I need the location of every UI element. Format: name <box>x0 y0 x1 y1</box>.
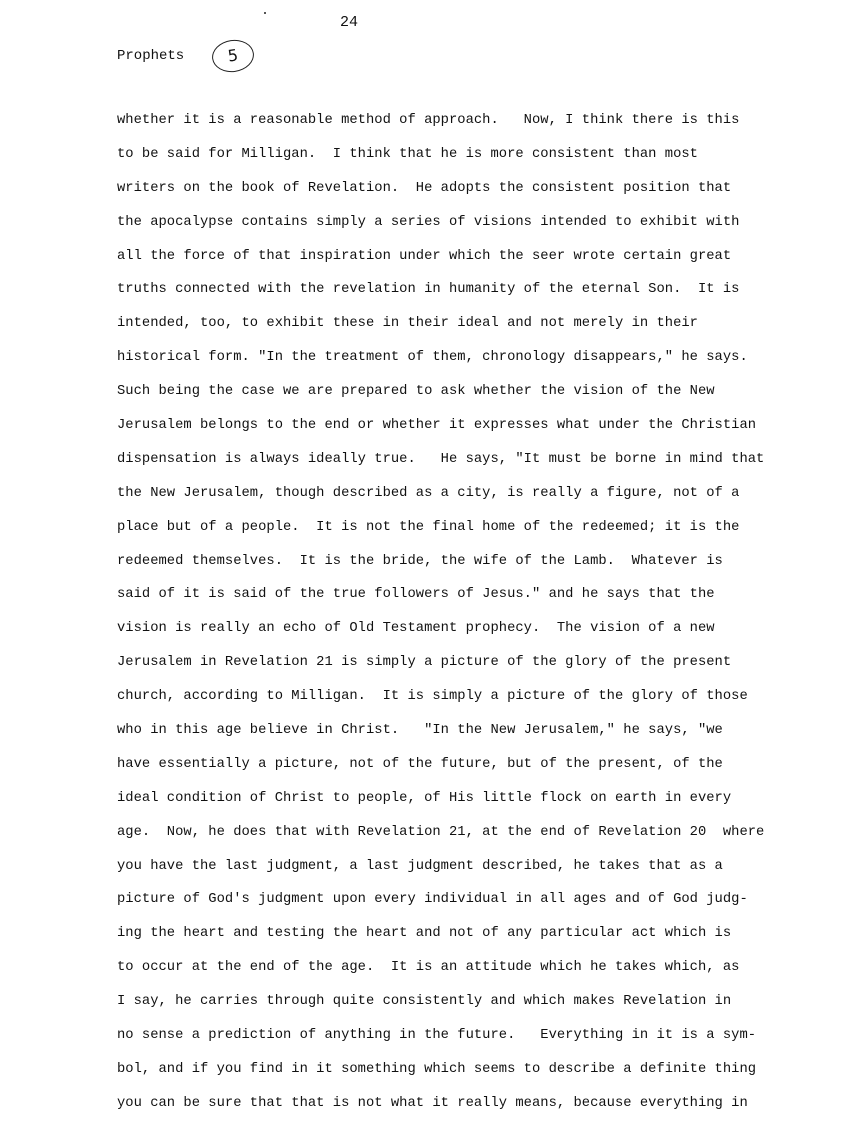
text-line: ideal condition of Christ to people, of His little flock on earth in every <box>117 790 732 806</box>
document-body <box>117 111 764 1128</box>
text-line: place but of a people. It is not the final home of the redeemed; it is the <box>117 519 740 535</box>
stray-mark <box>264 12 266 14</box>
text-line: historical form. "In the treatment of them, chronology disappears," he says. <box>117 350 748 366</box>
section-header: Prophets <box>117 48 185 64</box>
text-line: ing the heart and testing the heart and not of any particular act which is <box>117 926 732 942</box>
text-line: whether it is a reasonable method of approach. Now, I think there is this <box>117 113 740 128</box>
text-line: Such being the case we are prepared to ask whether the vision of the New <box>117 384 715 400</box>
text-line: all the force of that inspiration under which the seer wrote certain great <box>117 248 732 264</box>
text-line: church, according to Milligan. It is simply a picture of the glory of those <box>117 689 748 705</box>
text-line: the apocalypse contains simply a series of visions intended to exhibit with <box>117 214 740 230</box>
text-line: the New Jerusalem, though described as a city, is really a figure, not of a <box>117 485 740 501</box>
text-line: intended, too, to exhibit these in their ideal and not merely in their <box>117 316 698 332</box>
text-line: have essentially a picture, not of the future, but of the present, of the <box>117 756 723 772</box>
text-line: you have the last judgment, a last judgment described, he takes that as a <box>117 858 723 874</box>
text-line: dispensation is always ideally true. He says, "It must be borne in mind that <box>117 451 765 467</box>
text-line: vision is really an echo of Old Testament prophecy. The vision of a new <box>117 621 715 637</box>
text-line: Jerusalem belongs to the end or whether it expresses what under the Christian <box>117 418 757 434</box>
text-line: truths connected with the revelation in humanity of the eternal Son. It is <box>117 282 740 298</box>
text-line: age. Now, he does that with Revelation 21, at the end of Revelation 20 where <box>117 824 765 840</box>
text-line: no sense a prediction of anything in the future. Everything in it is a sym- <box>117 1028 757 1044</box>
text-line: said of it is said of the true followers of Jesus." and he says that the <box>117 587 715 603</box>
text-line: who in this age believe in Christ. "In the New Jerusalem," he says, "we <box>117 723 723 739</box>
text-line: to be said for Milligan. I think that he is more consistent than most <box>117 146 698 162</box>
text-line: Jerusalem in Revelation 21 is simply a picture of the glory of the present <box>117 655 732 671</box>
text-line: to occur at the end of the age. It is an attitude which he takes which, as <box>117 960 740 976</box>
text-line: you can be sure that that is not what it really means, because everything in <box>117 1095 748 1111</box>
text-line: I say, he carries through quite consistently and which makes Revelation in <box>117 994 732 1010</box>
page-number: 24 <box>340 14 359 31</box>
text-line: writers on the book of Revelation. He adopts the consistent position that <box>117 180 732 196</box>
text-line: picture of God's judgment upon every individual in all ages and of God judg- <box>117 892 748 908</box>
circled-number: 5 <box>210 37 256 75</box>
text-line: redeemed themselves. It is the bride, the wife of the Lamb. Whatever is <box>117 553 723 569</box>
text-line: bol, and if you find in it something which seems to describe a definite thing <box>117 1061 757 1077</box>
